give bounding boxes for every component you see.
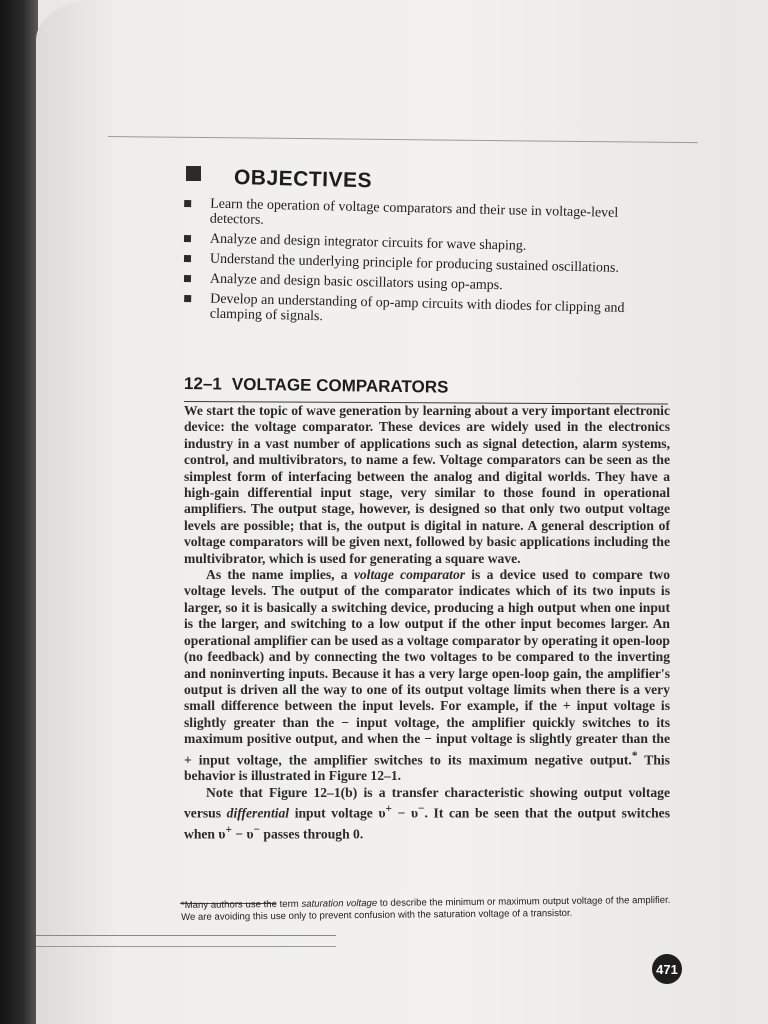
text-run: *Many authors use the term (180, 898, 302, 912)
emphasis-term: voltage comparator (353, 567, 466, 583)
objective-item (184, 291, 655, 332)
section-title: VOLTAGE COMPARATORS (231, 374, 449, 397)
text-run: This behavior is illustrated in Figure 12–1. (184, 752, 670, 784)
text-run: Note that Figure 12–1(b) is a transfer characteristic showing output voltage versus (184, 784, 670, 821)
superscript: + (385, 803, 392, 816)
square-bullet-icon (184, 235, 191, 242)
book-spine-shadow (0, 0, 38, 1024)
objective-text: Develop an understanding of op-amp circuits with diodes for clipping and clamping of signals. (209, 291, 625, 325)
section-number: 12–1 (183, 374, 222, 394)
objective-text: Understand the underlying principle for producing sustained oscillations. (209, 251, 620, 276)
superscript: − (418, 803, 425, 816)
objectives-square-icon (186, 166, 201, 181)
bottom-lines (36, 935, 336, 947)
objective-item (184, 196, 655, 237)
section-heading (184, 374, 449, 398)
page-number-badge: 471 (652, 954, 682, 984)
superscript: + (225, 824, 232, 837)
square-bullet-icon (184, 275, 191, 282)
text-run: is a device used to compare two voltage levels. The output of the comparator indicates which of its two inputs is larger, so it is basically a switching device, producing a high output when one input is the larger, and switching to a low output if the other input becomes larger. An operational amplifier can be used as a voltage comparator by operating it open-loop (no feedback) and by connecting the two voltages to be compared to the inverting and noninverting inputs. Because it has a very large open-loop gain, the amplifier's output is driven all the way to one of its output voltage limits when there is a very small difference between the input levels. For example, if the + input voltage is slightly greater than the − input voltage, the amplifier quickly switches to its maximum positive output, and when the − input voltage is slightly greater than the + input voltage, the amplifier switches to its maximum negative output. (184, 567, 671, 768)
square-bullet-icon (184, 255, 191, 262)
objectives-heading: OBJECTIVES (233, 166, 373, 193)
text-run: − υ (391, 805, 419, 821)
text-run: input voltage υ (289, 805, 386, 821)
text-run: passes through 0. (259, 826, 364, 842)
text-run: to describe the minimum or maximum output voltage of the amplifier. We are avoiding this use only to prevent confusion with the saturation voltage of a transistor. (181, 894, 671, 923)
paragraph-3 (184, 785, 670, 843)
text-run: . It can be seen that the output switches when υ (184, 805, 671, 842)
paragraph-2 (184, 567, 670, 785)
emphasis-term: saturation voltage (301, 897, 378, 910)
square-bullet-icon (184, 295, 191, 302)
text-run: − υ (231, 826, 254, 842)
footnote-marker: * (631, 749, 638, 762)
objective-text: Analyze and design integrator circuits for wave shaping. (209, 231, 527, 254)
emphasis-term: differential (226, 805, 290, 821)
superscript: − (253, 824, 260, 837)
objective-text: Learn the operation of voltage comparators and their use in voltage-level detectors. (209, 196, 619, 228)
square-bullet-icon (184, 200, 191, 207)
text-run: As the name implies, a (206, 567, 354, 583)
paragraph-1: We start the topic of wave generation by learning about a very important electronic device: the voltage comparator. These devices are widely used in the electronics industry in a vast number of applications such as signal detection, alarm systems, control, and multivibrators, to name a few. Voltage comparators can be seen as the simplest form of interfacing between the analog and digital worlds. They have a high-gain differential input stage, very similar to those found in operational amplifiers. The output stage, however, is designed so that only two output voltage levels are possible; that is, the output is digital in nature. A general description of voltage comparators will be given next, followed by basic applications including the multivibrator, which is used for generating a square wave. (184, 403, 670, 566)
objective-text: Analyze and design basic oscillators using op-amps. (209, 271, 503, 294)
body-text (184, 403, 670, 843)
objectives-list (184, 196, 654, 326)
